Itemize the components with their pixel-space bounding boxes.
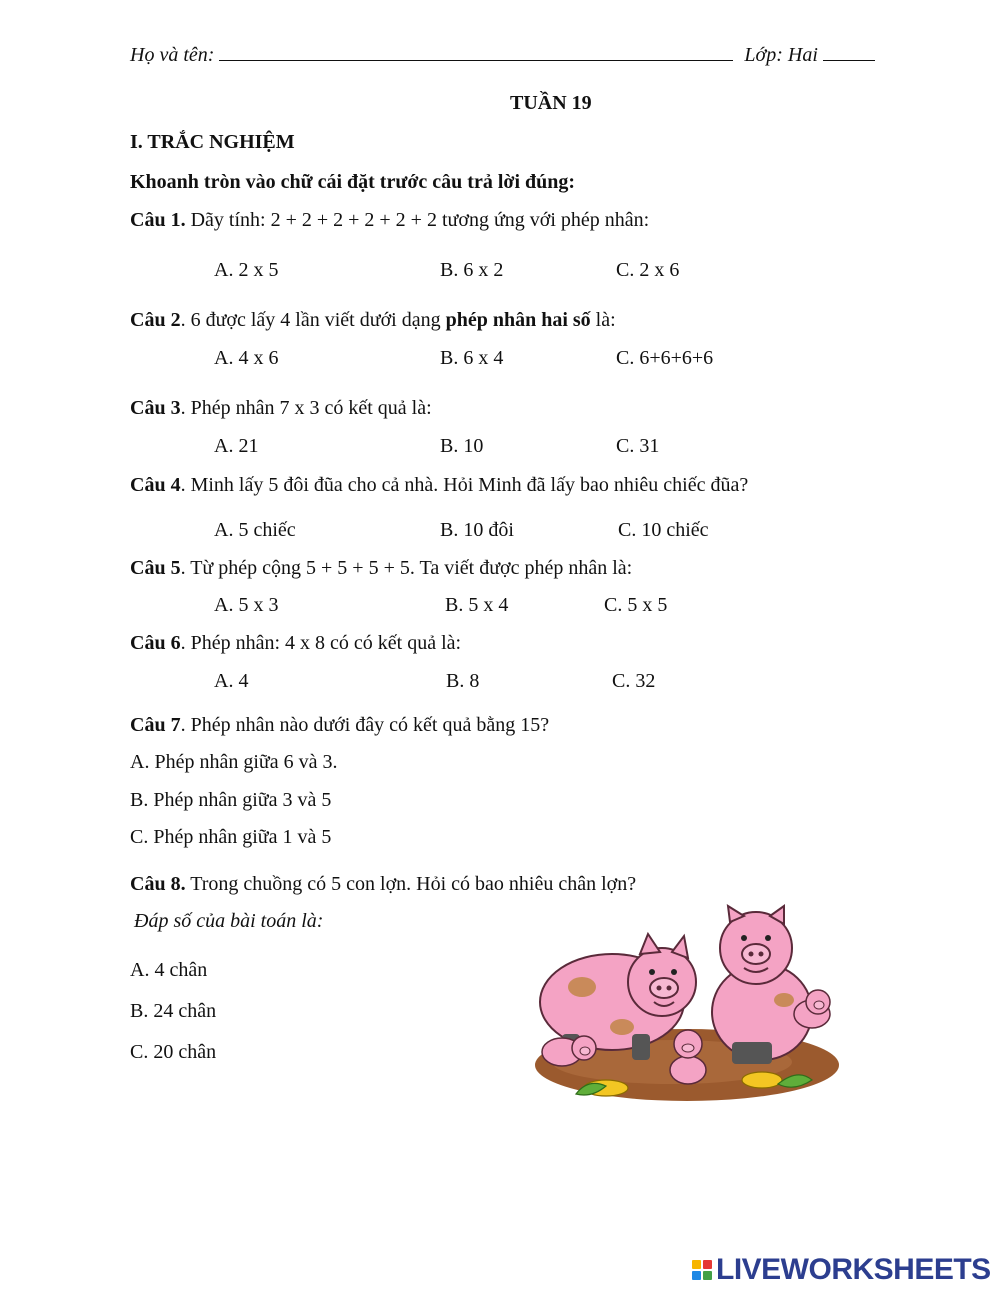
question-label: Câu 3 bbox=[130, 397, 181, 419]
week-title: TUẦN 19 bbox=[510, 92, 592, 114]
q8-subtitle: Đáp số của bài toán là: bbox=[134, 910, 324, 932]
question-8 bbox=[130, 872, 636, 896]
question-6 bbox=[130, 631, 461, 655]
question-text: Dãy tính: 2 + 2 + 2 + 2 + 2 + 2 tương ứng với phép nhân: bbox=[190, 209, 650, 231]
question-1 bbox=[130, 208, 649, 232]
name-label-line bbox=[130, 42, 875, 67]
question-text-bold: phép nhân hai số bbox=[445, 309, 591, 331]
instruction: Khoanh tròn vào chữ cái đặt trước câu trả lời đúng: bbox=[130, 171, 576, 193]
q2-option-a[interactable]: A. 4 x 6 bbox=[214, 347, 279, 369]
q7-option-a[interactable]: A. Phép nhân giữa 6 và 3. bbox=[130, 751, 338, 773]
question-label: Câu 2 bbox=[130, 309, 181, 331]
q2-option-c[interactable]: C. 6+6+6+6 bbox=[616, 347, 714, 369]
q6-option-b[interactable]: B. 8 bbox=[446, 670, 480, 692]
q3-option-a[interactable]: A. 21 bbox=[214, 435, 259, 457]
question-5 bbox=[130, 556, 632, 580]
q5-option-c[interactable]: C. 5 x 5 bbox=[604, 594, 668, 616]
q6-option-c[interactable]: C. 32 bbox=[612, 670, 656, 692]
pigs-illustration bbox=[522, 902, 846, 1112]
name-blank[interactable] bbox=[219, 42, 733, 61]
q5-option-b[interactable]: B. 5 x 4 bbox=[445, 594, 509, 616]
q1-option-a[interactable]: A. 2 x 5 bbox=[214, 259, 279, 281]
q3-option-c[interactable]: C. 31 bbox=[616, 435, 660, 457]
question-text: . Phép nhân 7 x 3 có kết quả là: bbox=[180, 397, 432, 419]
question-label: Câu 8. bbox=[130, 873, 186, 895]
q4-option-a[interactable]: A. 5 chiếc bbox=[214, 519, 296, 541]
question-2 bbox=[130, 308, 616, 332]
q5-option-a[interactable]: A. 5 x 3 bbox=[214, 594, 279, 616]
q8-option-c[interactable]: C. 20 chân bbox=[130, 1041, 217, 1063]
q1-option-b[interactable]: B. 6 x 2 bbox=[440, 259, 504, 281]
question-text: . Phép nhân: 4 x 8 có có kết quả là: bbox=[180, 632, 462, 654]
q2-option-b[interactable]: B. 6 x 4 bbox=[440, 347, 504, 369]
section-title: I. TRẮC NGHIỆM bbox=[130, 131, 295, 153]
question-text: là: bbox=[590, 309, 616, 331]
q1-option-c[interactable]: C. 2 x 6 bbox=[616, 259, 680, 281]
question-text: . Từ phép cộng 5 + 5 + 5 + 5. Ta viết được phép nhân là: bbox=[180, 557, 633, 579]
question-label: Câu 7 bbox=[130, 714, 181, 736]
logo-text: LIVEWORKSHEETS bbox=[716, 1253, 991, 1286]
question-text: Trong chuồng có 5 con lợn. Hỏi có bao nhiêu chân lợn? bbox=[185, 873, 637, 895]
class-blank[interactable] bbox=[823, 42, 875, 61]
q4-option-b[interactable]: B. 10 đôi bbox=[440, 519, 514, 541]
question-text: . Phép nhân nào dưới đây có kết quả bằng 15? bbox=[180, 714, 550, 736]
question-label: Câu 5 bbox=[130, 557, 181, 579]
question-text: . Minh lấy 5 đôi đũa cho cả nhà. Hỏi Minh đã lấy bao nhiêu chiếc đũa? bbox=[180, 474, 749, 496]
q8-option-a[interactable]: A. 4 chân bbox=[130, 959, 208, 981]
name-label: Họ và tên: bbox=[130, 44, 215, 66]
q4-option-c[interactable]: C. 10 chiếc bbox=[618, 519, 709, 541]
big-pig-right bbox=[712, 906, 812, 1064]
q8-option-b[interactable]: B. 24 chân bbox=[130, 1000, 217, 1022]
logo-grid-icon bbox=[692, 1260, 712, 1280]
liveworksheets-logo[interactable] bbox=[692, 1253, 991, 1287]
question-7 bbox=[130, 713, 549, 737]
question-label: Câu 4 bbox=[130, 474, 181, 496]
class-label: Lớp: Hai bbox=[744, 44, 818, 66]
question-text: . 6 được lấy 4 lần viết dưới dạng bbox=[180, 309, 446, 331]
question-label: Câu 1. bbox=[130, 209, 186, 231]
q7-option-b[interactable]: B. Phép nhân giữa 3 và 5 bbox=[130, 789, 332, 811]
question-3 bbox=[130, 396, 432, 420]
question-label: Câu 6 bbox=[130, 632, 181, 654]
q3-option-b[interactable]: B. 10 bbox=[440, 435, 484, 457]
q6-option-a[interactable]: A. 4 bbox=[214, 670, 249, 692]
question-4 bbox=[130, 473, 748, 497]
q7-option-c[interactable]: C. Phép nhân giữa 1 và 5 bbox=[130, 826, 332, 848]
